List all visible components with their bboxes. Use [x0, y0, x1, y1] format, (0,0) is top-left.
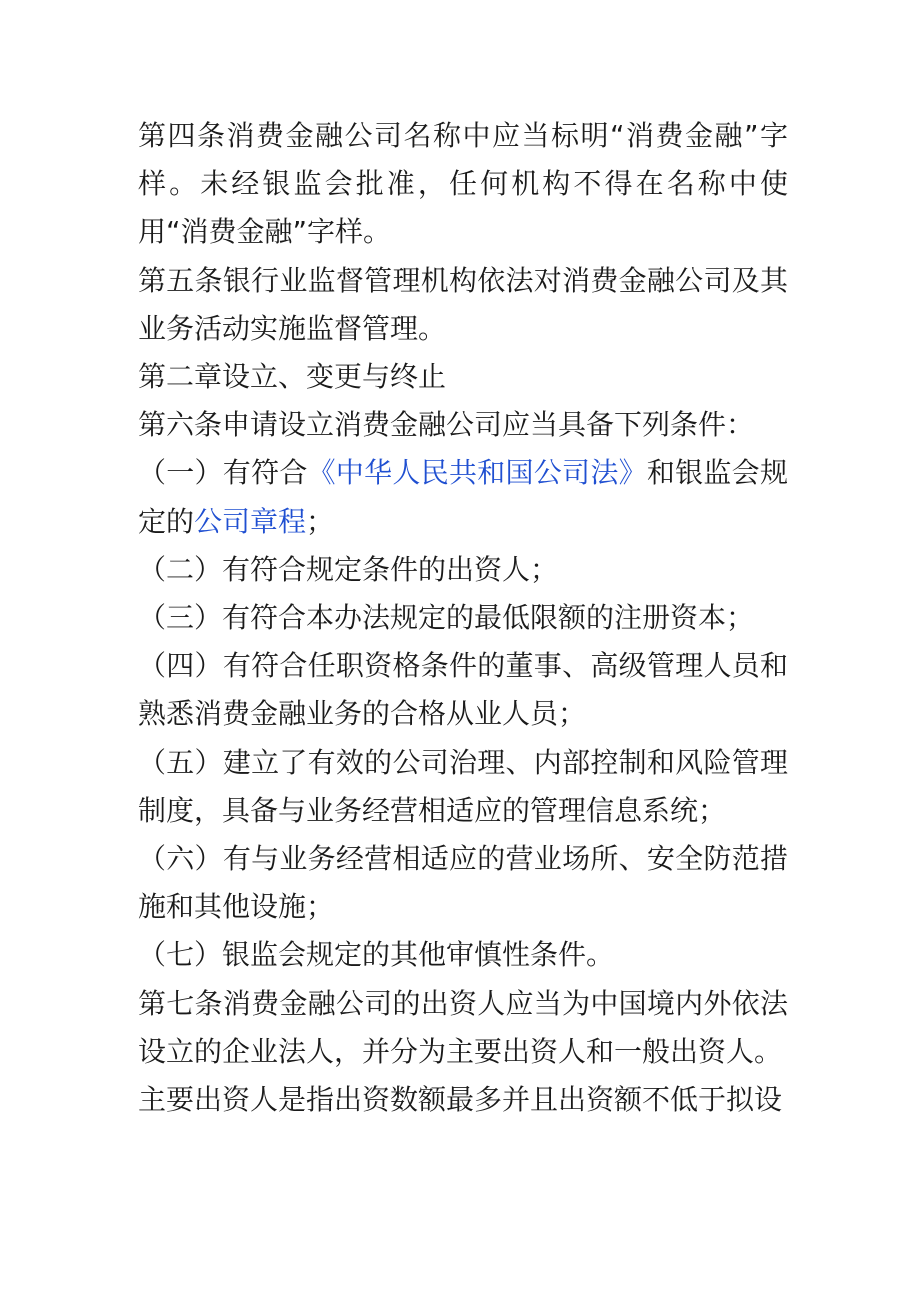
article-5: 第五条银行业监督管理机构依法对消费金融公司及其业务活动实施监督管理。 — [138, 263, 788, 345]
document-body — [138, 112, 788, 1124]
condition-item-1-middle: 和银监会规定的 — [138, 456, 788, 538]
condition-item-4: （四）有符合任职资格条件的董事、高级管理人员和熟悉消费金融业务的合格从业人员； — [138, 649, 788, 731]
condition-item-1 — [138, 449, 788, 545]
company-law-link[interactable]: 《中华人民共和国公司法》 — [307, 456, 647, 490]
article-7: 第七条消费金融公司的出资人应当为中国境内外依法设立的企业法人，并分为主要出资人和一般出资人。 — [138, 986, 788, 1068]
article-7-continuation: 主要出资人是指出资数额最多并且出资额不低于拟设 — [138, 1083, 783, 1117]
article-6: 第六条申请设立消费金融公司应当具备下列条件： — [138, 408, 755, 442]
company-charter-link[interactable]: 公司章程 — [194, 504, 307, 538]
condition-item-7: （七）银监会规定的其他审慎性条件。 — [138, 938, 615, 972]
condition-item-5: （五）建立了有效的公司治理、内部控制和风险管理制度，具备与业务经营相适应的管理信息系统； — [138, 745, 788, 827]
condition-item-1-prefix: （一）有符合 — [138, 456, 308, 490]
chapter-2-heading: 第二章设立、变更与终止 — [138, 360, 447, 394]
article-4: 第四条消费金融公司名称中应当标明“消费金融”字样。未经银监会批准，任何机构不得在名称中使用“消费金融”字样。 — [138, 119, 788, 249]
condition-item-1-suffix: ； — [306, 504, 335, 538]
condition-item-2: （二）有符合规定条件的出资人； — [138, 552, 559, 586]
condition-item-3: （三）有符合本办法规定的最低限额的注册资本； — [138, 601, 755, 635]
condition-item-6: （六）有与业务经营相适应的营业场所、安全防范措施和其他设施； — [138, 842, 788, 924]
